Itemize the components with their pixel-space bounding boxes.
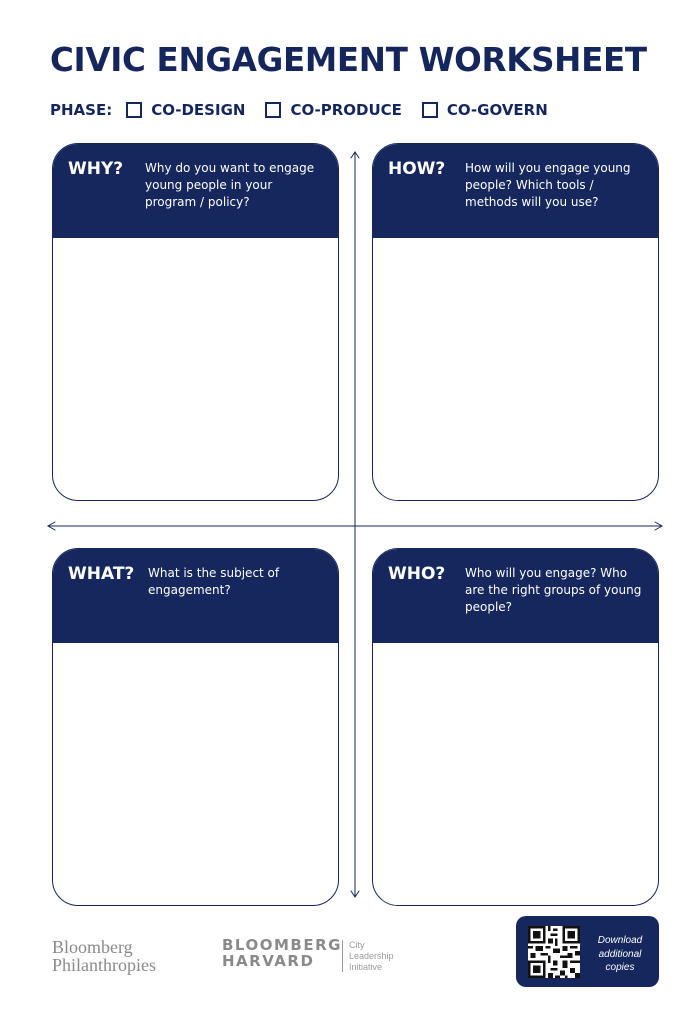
download-copies-button[interactable] <box>516 916 659 987</box>
co-produce-label: CO-PRODUCE <box>290 101 402 119</box>
how-answer-area[interactable] <box>373 238 658 500</box>
co-govern-label: CO-GOVERN <box>446 101 548 119</box>
why-card <box>52 143 339 501</box>
what-card-header <box>53 549 338 643</box>
download-copies-label: Download additional copies <box>597 935 643 973</box>
who-answer-area[interactable] <box>373 643 658 905</box>
how-label: HOW? <box>388 159 446 179</box>
bloomberg-harvard-line-1: BLOOMBERG <box>222 936 342 954</box>
what-label: WHAT? <box>68 564 135 584</box>
bloomberg-philanthropies-logo <box>52 938 156 974</box>
what-card <box>52 548 339 906</box>
bloomberg-philanthropies-line-2: Philanthropies <box>52 955 156 975</box>
bloomberg-philanthropies-line-1: Bloomberg <box>52 937 133 957</box>
co-design-label: CO-DESIGN <box>151 101 246 119</box>
why-card-header <box>53 144 338 238</box>
bloomberg-harvard-logo <box>222 937 342 969</box>
city-leadership-line-2: Leadership <box>349 951 394 961</box>
who-card <box>372 548 659 906</box>
phase-label: PHASE: <box>50 101 113 119</box>
why-label: WHY? <box>68 159 124 179</box>
city-leadership-line-3: Initiative <box>349 962 383 972</box>
bloomberg-harvard-line-2: HARVARD <box>222 952 315 970</box>
how-question: How will you engage young people? Which tools / methods will you use? <box>465 161 631 209</box>
logo-divider <box>342 940 343 972</box>
why-question: Why do you want to engage young people in your program / policy? <box>145 161 315 209</box>
qr-code-icon[interactable] <box>528 926 580 978</box>
who-question: Who will you engage? Who are the right groups of young people? <box>465 566 642 614</box>
what-question: What is the subject of engagement? <box>148 566 280 597</box>
what-answer-area[interactable] <box>53 643 338 905</box>
how-card-header <box>373 144 658 238</box>
who-label: WHO? <box>388 564 446 584</box>
city-leadership-initiative-logo <box>349 940 409 973</box>
city-leadership-line-1: City <box>349 940 365 950</box>
who-card-header <box>373 549 658 643</box>
how-card <box>372 143 659 501</box>
why-answer-area[interactable] <box>53 238 338 500</box>
page-title: CIVIC ENGAGEMENT WORKSHEET <box>50 41 647 79</box>
